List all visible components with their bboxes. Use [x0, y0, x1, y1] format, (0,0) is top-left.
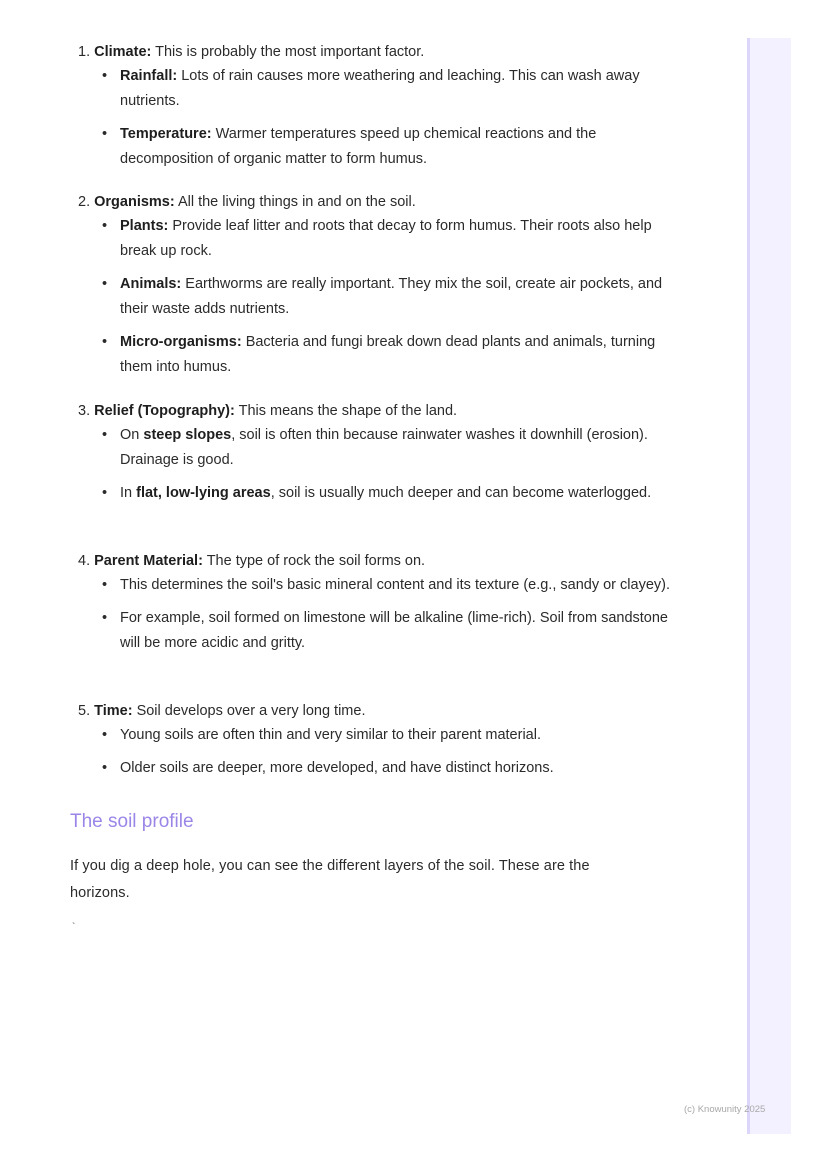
bullet-icon: •: [102, 334, 108, 350]
bullet-icon: •: [102, 610, 108, 626]
list-item: [78, 606, 680, 656]
factor-number: 4.: [78, 553, 91, 569]
item-term: Animals:: [120, 276, 182, 292]
list-item: [78, 272, 680, 322]
bullet-icon: •: [102, 727, 108, 743]
item-text: This determines the soil's basic mineral content and its texture (e.g., sandy or clayey).: [120, 577, 670, 593]
list-item: [78, 723, 680, 748]
factor-subitems: [78, 723, 678, 781]
bullet-icon: •: [102, 276, 108, 292]
item-term: Micro-organisms:: [120, 334, 242, 350]
factor-term: Time:: [94, 703, 133, 719]
bullet-icon: •: [102, 485, 108, 501]
factor-subitems: [78, 573, 678, 656]
list-item: [78, 756, 680, 781]
bullet-icon: •: [102, 126, 108, 142]
factor-climate: [78, 42, 678, 172]
list-item: [78, 481, 680, 506]
item-text: Provide leaf litter and roots that decay to form humus. Their roots also help break up rock.: [120, 218, 652, 259]
bullet-icon: •: [102, 68, 108, 84]
factor-number: 3.: [78, 403, 91, 419]
list-item: [78, 423, 680, 473]
side-margin-strip: [747, 38, 791, 1134]
factor-term: Relief (Topography):: [94, 403, 235, 419]
list-item: [78, 330, 680, 380]
list-item: [78, 214, 680, 264]
item-prefix: In: [120, 485, 137, 501]
factor-text: This means the shape of the land.: [234, 403, 458, 419]
copyright-footer: (c) Knowunity 2025: [684, 1104, 766, 1115]
factor-number: 2.: [78, 194, 91, 210]
factor-number: 5.: [78, 703, 91, 719]
item-text: Bacteria and fungi break down dead plants and animals, turning them into humus.: [120, 334, 656, 375]
factor-subitems: [78, 64, 678, 172]
factor-time: [78, 701, 678, 781]
item-term: Rainfall:: [120, 68, 178, 84]
factor-relief: [78, 401, 678, 506]
item-term: Temperature:: [120, 126, 212, 142]
item-term: flat, low-lying areas: [136, 485, 271, 501]
factor-text: Soil develops over a very long time.: [132, 703, 366, 719]
factor-subitems: [78, 423, 678, 506]
factor-term: Organisms:: [94, 194, 175, 210]
bullet-icon: •: [102, 218, 108, 234]
item-text: , soil is usually much deeper and can become waterlogged.: [270, 485, 652, 501]
factor-text: This is probably the most important factor.: [151, 44, 425, 60]
factor-text: All the living things in and on the soil.: [174, 194, 416, 210]
section-paragraph: If you dig a deep hole, you can see the different layers of the soil. These are the horizons.: [70, 858, 590, 901]
item-term: steep slopes: [143, 427, 232, 443]
factor-term: Climate:: [94, 44, 152, 60]
list-item: [78, 64, 680, 114]
factor-text: The type of rock the soil forms on.: [202, 553, 426, 569]
bullet-icon: •: [102, 427, 108, 443]
item-text: Young soils are often thin and very similar to their parent material.: [120, 727, 541, 743]
item-prefix: On: [120, 427, 144, 443]
factor-organisms: [78, 192, 678, 380]
bullet-icon: •: [102, 760, 108, 776]
factor-number: 1.: [78, 44, 91, 60]
factor-subitems: [78, 214, 678, 380]
bullet-icon: •: [102, 577, 108, 593]
factor-parent-material: [78, 551, 678, 656]
item-text: , soil is often thin because rainwater washes it downhill (erosion). Drainage is good.: [120, 427, 648, 468]
item-term: Plants:: [120, 218, 169, 234]
item-text: Lots of rain causes more weathering and leaching. This can wash away nutrients.: [120, 68, 640, 109]
item-text: For example, soil formed on limestone will be alkaline (lime-rich). Soil from sandstone will be more acidic and gritty.: [120, 610, 668, 651]
factor-term: Parent Material:: [94, 553, 203, 569]
list-item: [78, 122, 680, 172]
stray-mark: `: [72, 922, 76, 933]
item-text: Warmer temperatures speed up chemical reactions and the decomposition of organic matter to form humus.: [120, 126, 597, 167]
item-text: Earthworms are really important. They mix the soil, create air pockets, and their waste adds nutrients.: [120, 276, 663, 317]
list-item: [78, 573, 680, 598]
item-text: Older soils are deeper, more developed, and have distinct horizons.: [120, 760, 554, 776]
section-heading: The soil profile: [70, 811, 194, 832]
